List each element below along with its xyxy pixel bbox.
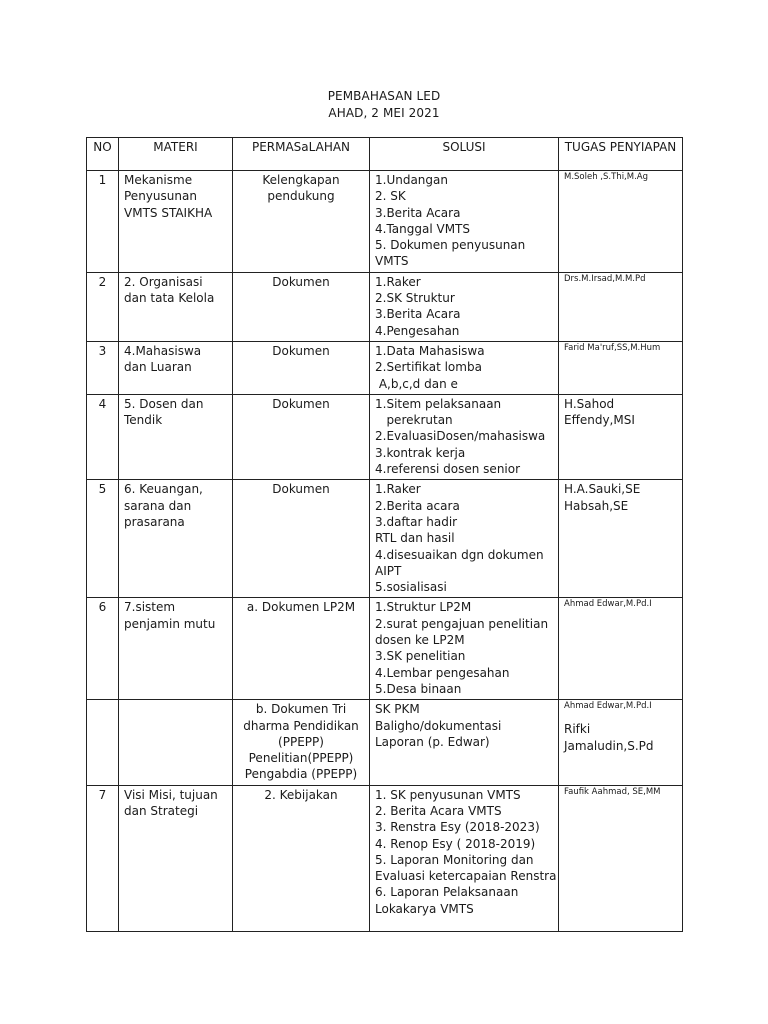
solusi-item: 3.SK penelitian <box>375 649 466 664</box>
solusi-item: 1.Raker <box>375 274 421 289</box>
tugas-person: Ahmad Edwar,M.Pd.I <box>564 701 652 712</box>
document-title: PEMBAHASAN LED <box>327 89 441 103</box>
row-tugas <box>559 394 683 479</box>
row-solusi <box>370 272 559 341</box>
tugas-person: H.Sahod <box>564 396 615 411</box>
solusi-item: 4.disesuaikan dgn dokumen <box>375 547 544 562</box>
table-row <box>87 171 683 273</box>
solusi-item: 1.Sitem pelaksanaan <box>375 396 502 411</box>
header-tugas: TUGAS PENYIAPAN <box>559 138 683 171</box>
table-row <box>87 700 683 785</box>
row-number: 3 <box>87 341 119 394</box>
tugas-person: Ahmad Edwar,M.Pd.I <box>564 599 652 610</box>
solusi-item: Lokakarya VMTS <box>375 901 474 916</box>
tugas-person: M.Soleh ,S.Thi,M.Ag <box>564 172 648 182</box>
row-permasalahan: Dokumen <box>233 341 370 394</box>
row-materi <box>119 700 233 785</box>
row-materi: 4.Mahasiswa dan Luaran <box>119 341 233 394</box>
solusi-item: 4.Pengesahan <box>375 323 460 338</box>
row-permasalahan: a. Dokumen LP2M <box>233 598 370 700</box>
solusi-item: RTL dan hasil <box>375 531 455 546</box>
solusi-item: 4.Lembar pengesahan <box>375 665 510 680</box>
tugas-person: Effendy,MSI <box>564 413 635 428</box>
row-solusi <box>370 394 559 479</box>
row-solusi <box>370 171 559 273</box>
row-tugas <box>559 480 683 598</box>
table-row <box>87 785 683 931</box>
solusi-item: 5.Desa binaan <box>375 681 462 696</box>
solusi-item: 1.Undangan <box>375 173 448 187</box>
row-permasalahan: Dokumen <box>233 272 370 341</box>
solusi-item: 2.SK Struktur <box>375 291 455 306</box>
solusi-item: 2. SK <box>375 189 406 204</box>
row-number <box>87 700 119 785</box>
table-header-row <box>87 138 683 171</box>
solusi-item: 4.referensi dosen senior <box>375 462 521 477</box>
row-permasalahan: Kelengkapan pendukung <box>233 171 370 273</box>
table-row <box>87 598 683 700</box>
table-row <box>87 480 683 598</box>
solusi-item: 3.daftar hadir <box>375 514 458 529</box>
solusi-item: Evaluasi ketercapaian Renstra <box>375 869 557 884</box>
solusi-item: 5.sosialisasi <box>375 580 447 595</box>
row-permasalahan: b. Dokumen Tri dharma Pendidikan (PPEPP) Penelitian(PPEPP) Pengabdia (PPEPP) <box>233 700 370 785</box>
row-permasalahan: 2. Kebijakan <box>233 785 370 931</box>
row-materi: Mekanisme Penyusunan VMTS STAIKHA <box>119 171 233 273</box>
document-date: AHAD, 2 MEI 2021 <box>328 106 440 120</box>
row-number: 6 <box>87 598 119 700</box>
solusi-item: VMTS <box>375 254 409 269</box>
row-materi: 6. Keuangan, sarana dan prasarana <box>119 480 233 598</box>
tugas-person: Faufik Aahmad, SE,MM <box>564 786 661 797</box>
header-permasalahan: PERMASaLAHAN <box>233 138 370 171</box>
row-permasalahan: Dokumen <box>233 480 370 598</box>
tugas-person: Rifki <box>564 722 591 737</box>
solusi-item: A,b,c,d dan e <box>375 376 458 391</box>
solusi-item: perekrutan <box>375 413 453 428</box>
solusi-item: 5. Laporan Monitoring dan <box>375 852 534 867</box>
table-row <box>87 341 683 394</box>
row-materi: 5. Dosen dan Tendik <box>119 394 233 479</box>
header-solusi: SOLUSI <box>370 138 559 171</box>
row-materi: 7.sistem penjamin mutu <box>119 598 233 700</box>
row-number: 7 <box>87 785 119 931</box>
row-number: 2 <box>87 272 119 341</box>
header-no: NO <box>87 138 119 171</box>
row-number: 4 <box>87 394 119 479</box>
tugas-person: H.A.Sauki,SE <box>564 482 641 497</box>
solusi-item: 1.Data Mahasiswa <box>375 343 485 358</box>
row-solusi <box>370 341 559 394</box>
table-row <box>87 394 683 479</box>
row-tugas <box>559 598 683 700</box>
row-tugas <box>559 171 683 273</box>
tugas-person: Jamaludin,S.Pd <box>564 738 654 753</box>
solusi-item: 1.Raker <box>375 482 421 497</box>
solusi-item: 3.Berita Acara <box>375 205 461 220</box>
solusi-item: 3. Renstra Esy (2018-2023) <box>375 820 540 835</box>
header-materi: MATERI <box>119 138 233 171</box>
solusi-item: 2.Berita acara <box>375 498 460 513</box>
solusi-item: SK PKM <box>375 702 420 717</box>
solusi-item: 3.Berita Acara <box>375 307 461 322</box>
row-solusi <box>370 598 559 700</box>
solusi-item: 1. SK penyusunan VMTS <box>375 787 521 802</box>
tugas-person: Drs.M.Irsad,M.M.Pd <box>564 273 646 284</box>
solusi-item: 2.Sertifikat lomba <box>375 360 482 375</box>
solusi-item: 4. Renop Esy ( 2018-2019) <box>375 836 536 851</box>
row-solusi <box>370 480 559 598</box>
solusi-item: 6. Laporan Pelaksanaan <box>375 885 519 900</box>
table-row <box>87 272 683 341</box>
row-tugas <box>559 272 683 341</box>
tugas-person: Habsah,SE <box>564 498 629 513</box>
solusi-item: 2.EvaluasiDosen/mahasiswa <box>375 429 546 444</box>
row-solusi <box>370 700 559 785</box>
row-tugas <box>559 700 683 785</box>
solusi-item: 2. Berita Acara VMTS <box>375 803 502 818</box>
row-number: 5 <box>87 480 119 598</box>
solusi-item: 2.surat pengajuan penelitian <box>375 616 549 631</box>
solusi-item: 4.Tanggal VMTS <box>375 221 470 236</box>
discussion-table <box>86 137 683 932</box>
solusi-item: 1.Struktur LP2M <box>375 600 472 615</box>
solusi-item: dosen ke LP2M <box>375 633 465 648</box>
row-materi: 2. Organisasi dan tata Kelola <box>119 272 233 341</box>
row-materi: Visi Misi, tujuan dan Strategi <box>119 785 233 931</box>
solusi-item: AIPT <box>375 563 402 578</box>
row-permasalahan: Dokumen <box>233 394 370 479</box>
row-number: 1 <box>87 171 119 273</box>
solusi-item: Laporan (p. Edwar) <box>375 734 490 749</box>
solusi-item: Baligho/dokumentasi <box>375 718 502 733</box>
tugas-person: Farid Ma'ruf,SS,M.Hum <box>564 342 661 353</box>
solusi-item: 3.kontrak kerja <box>375 445 466 460</box>
row-tugas <box>559 785 683 931</box>
solusi-item: 5. Dokumen penyusunan <box>375 238 526 253</box>
row-tugas <box>559 341 683 394</box>
row-solusi <box>370 785 559 931</box>
